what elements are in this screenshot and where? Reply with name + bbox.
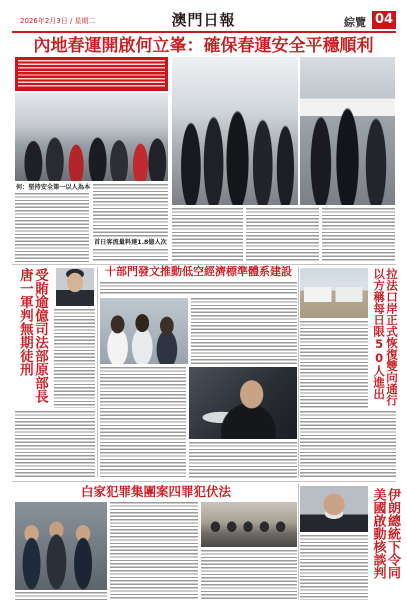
photo-drone-operator bbox=[189, 367, 297, 439]
photo-caption-text bbox=[15, 592, 107, 600]
photo-workers-group bbox=[100, 298, 188, 364]
photo-officials-platform bbox=[300, 57, 395, 205]
low-altitude-headline: 十部門發文推動低空經濟標準體系建設 bbox=[105, 265, 292, 278]
article-body-text bbox=[300, 321, 368, 409]
article-body-text bbox=[93, 249, 168, 262]
photo-station-crowd bbox=[15, 93, 168, 181]
photo-police-escort bbox=[15, 502, 107, 590]
article-body-text bbox=[93, 184, 168, 238]
page-number-badge: 04 bbox=[372, 11, 396, 29]
article-body-text bbox=[172, 208, 243, 262]
article-body-text bbox=[201, 550, 297, 600]
column-divider bbox=[298, 267, 299, 478]
lead-headline: 內地春運開啟何立峯：確保春運安全平穩順利 bbox=[33, 36, 374, 56]
section-label: 綜覽 bbox=[344, 16, 366, 29]
article-body-text bbox=[189, 442, 297, 478]
column-divider bbox=[298, 484, 299, 600]
lead-summary-text bbox=[18, 60, 165, 89]
article-body-text bbox=[100, 367, 186, 478]
photo-portrait-official bbox=[56, 268, 94, 306]
article-body-text bbox=[322, 208, 395, 262]
header-rule bbox=[12, 31, 396, 33]
rafah-headline: 拉法口岸正式恢復雙向通行以方稱每日限50人進出 bbox=[372, 268, 399, 406]
article-body-text bbox=[15, 411, 95, 478]
corruption-headline: 受賄逾億司法部原部長唐一軍判無期徒刑 bbox=[16, 268, 48, 403]
header-date: 2026年2月3日 / 星期二 bbox=[20, 17, 96, 25]
lead-summary-box bbox=[15, 57, 168, 91]
article-body-text bbox=[15, 193, 89, 262]
lead-subhead-passengers: 首日客流量料達1.8億人次 bbox=[94, 239, 167, 246]
section-divider bbox=[12, 481, 396, 482]
masthead-logo: 澳門日報 bbox=[171, 11, 236, 29]
photo-courtroom bbox=[201, 502, 297, 547]
column-divider bbox=[97, 267, 98, 478]
article-body-text bbox=[300, 535, 368, 600]
photo-rafah-crossing bbox=[300, 268, 368, 318]
lead-subhead-safety: 何：堅持安全第一以人為本 bbox=[16, 184, 91, 191]
article-body-text bbox=[100, 282, 297, 295]
photo-officials-hall bbox=[172, 57, 298, 205]
photo-iran-president bbox=[300, 486, 368, 532]
article-body-text bbox=[300, 411, 396, 478]
iran-headline: 伊朗總統下令同美國啟動核談判 bbox=[370, 488, 400, 579]
article-body-text bbox=[110, 502, 198, 600]
article-body-text bbox=[191, 298, 297, 364]
article-body-text bbox=[54, 309, 95, 408]
article-body-text bbox=[246, 208, 319, 262]
bai-family-headline: 白家犯罪集團案四罪犯伏法 bbox=[80, 484, 231, 499]
